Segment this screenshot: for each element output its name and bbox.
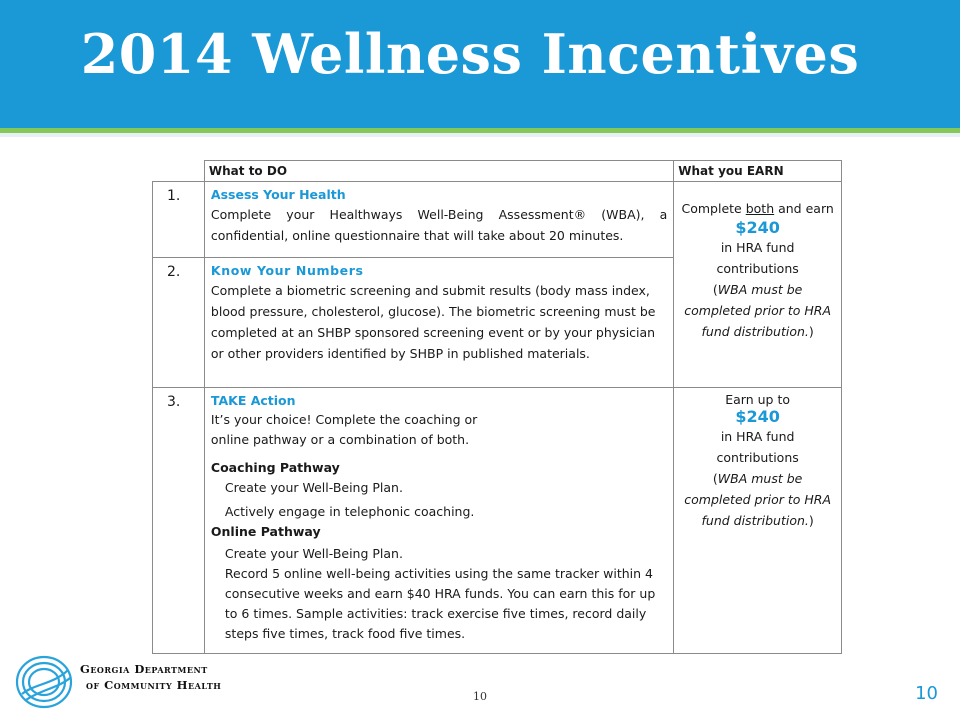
earn-cell-steps-1-2 — [674, 182, 842, 388]
table-row-3 — [153, 388, 842, 654]
list-item: Actively engage in telephonic coaching. — [224, 504, 475, 519]
header-what-you-earn: What you EARN — [674, 161, 842, 182]
list-item: Create your Well-Being Plan. — [224, 480, 403, 495]
row-number: 2. — [153, 258, 205, 388]
slide-footer-number: 10 — [473, 690, 487, 703]
step-title-take-action: TAKE Action — [210, 393, 296, 408]
org-name-line-2: of Community Health — [86, 678, 222, 692]
step-cell-know-numbers — [204, 258, 673, 388]
earn-note: (WBA must be completed prior to HRA fund distribution.) — [684, 282, 832, 339]
earn-line-2: contributions — [716, 450, 799, 465]
step-title-know-numbers: Know Your Numbers — [210, 263, 364, 278]
step-text-assess: Complete your Healthways Well-Being Assessment® (WBA), a confidential, online questionnaire that will take about 20 minutes. — [210, 207, 668, 243]
table-header-row — [153, 161, 842, 182]
page-number: 10 — [915, 683, 938, 704]
step-cell-take-action — [204, 388, 673, 654]
header-spacer — [153, 161, 205, 182]
org-name-line-1: Georgia Department — [80, 662, 208, 676]
earn-amount: $240 — [735, 218, 780, 237]
page-title: 2014 Wellness Incentives — [80, 22, 860, 86]
earn-line-1: in HRA fund — [720, 429, 795, 444]
earn-up-to: Earn up to — [725, 392, 791, 407]
coaching-pathway-title: Coaching Pathway — [210, 460, 340, 475]
earn-note: (WBA must be completed prior to HRA fund distribution.) — [684, 471, 832, 528]
banner-shadow — [0, 133, 960, 137]
step-cell-assess — [204, 182, 673, 258]
earn-complete-both: Complete both and earn — [681, 201, 834, 216]
step-title-assess: Assess Your Health — [210, 187, 346, 202]
earn-line-1: in HRA fund — [720, 240, 795, 255]
step-text-take-action: It’s your choice! Complete the coaching or online pathway or a combination of both. — [210, 412, 478, 447]
row-number: 3. — [153, 388, 205, 654]
list-item: Create your Well-Being Plan. — [224, 546, 403, 561]
earn-amount: $240 — [735, 407, 780, 426]
header-what-to-do: What to DO — [204, 161, 673, 182]
table-row-1 — [153, 182, 842, 258]
row-number: 1. — [153, 182, 205, 258]
earn-line-2: contributions — [716, 261, 799, 276]
earn-cell-step-3 — [674, 388, 842, 654]
step-text-know-numbers: Complete a biometric screening and submit results (body mass index, blood pressure, cholesterol, glucose). The biometric screening must be completed at an SHBP sponsored screening event or by your physician or other providers identified by SHBP in published materials. — [210, 283, 656, 361]
georgia-dch-logo-icon — [14, 654, 76, 710]
earn-both-emphasis: both — [745, 201, 775, 216]
incentives-table — [152, 160, 842, 654]
online-pathway-title: Online Pathway — [210, 524, 321, 539]
list-item: Record 5 online well-being activities using the same tracker within 4 consecutive weeks and earn $40 HRA funds. You can earn this for up to 6 times. Sample activities: track exercise five times, record daily steps five times, track food five times. — [224, 566, 656, 641]
